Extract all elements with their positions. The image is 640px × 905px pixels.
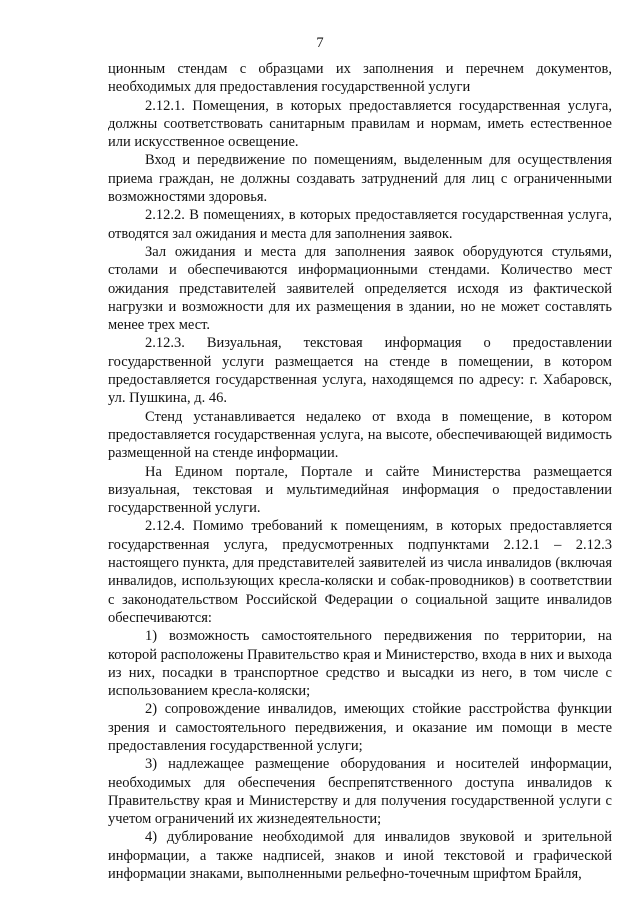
list-item-2: 2) сопровождение инвалидов, имеющих стойкие расстройства функции зрения и самостоятельного передвижения, и оказание им помощи в месте предоставления государственной услуги; (108, 701, 612, 754)
paragraph-2-12-2: 2.12.2. В помещениях, в которых предоставляется государственная услуга, отводятся зал ожидания и места для заполнения заявок. (108, 207, 612, 242)
page-number: 7 (316, 35, 324, 51)
list-item-4: 4) дублирование необходимой для инвалидов звуковой и зрительной информации, а также надписей, знаков и иной текстовой и графической информации знаками, выполненными рельефно-точечным шрифтом Брайля, (108, 829, 612, 883)
paragraph-2-12-3: 2.12.3. Визуальная, текстовая информация о предоставлении государственной услуги размещается на стенде в помещении, в котором предоставляется государственная услуга, находящемся по адресу: г. Хабаровск, ул. Пушкина, д. 46. (108, 335, 612, 407)
paragraph-2-12-4: 2.12.4. Помимо требований к помещениям, в которых предоставляется государственная услуга, предусмотренных подпунктами 2.12.1 – 2.12.3 настоящего пункта, для представителей заявителей из числа инвалидов (включая инвалидов, использующих кресла-коляски и собак-проводников) в соответствии с законодательством Российской Федерации о социальной защите инвалидов обеспечиваются: (108, 518, 612, 626)
document-body (108, 60, 612, 883)
list-item-3: 3) надлежащее размещение оборудования и носителей информации, необходимых для обеспечения беспрепятственного доступа инвалидов к Правительству края и Министерству и для получения государственной услуги с учетом ограничений их жизнедеятельности; (108, 756, 612, 828)
paragraph-entrance-movement: Вход и передвижение по помещениям, выделенным для осуществления приема граждан, не должны создавать затруднений для лиц с ограниченными возможностями здоровья. (108, 152, 612, 206)
list-item-1: 1) возможность самостоятельного передвижения по территории, на которой расположены Правительство края и Министерство, входа в них и выхода из них, посадки в транспортное средство и высадки из него, в том числе с использованием кресла-коляски; (108, 628, 612, 700)
paragraph-stand-installation: Стенд устанавливается недалеко от входа в помещение, в котором предоставляется государственная услуга, на высоте, обеспечивающей видимость размещенной на стенде информации. (108, 408, 612, 462)
paragraph-2-12-1: 2.12.1. Помещения, в которых предоставляется государственная услуга, должны соответствовать санитарным правилам и нормам, иметь естественное или искусственное освещение. (108, 97, 612, 151)
paragraph-portal-info: На Едином портале, Портале и сайте Министерства размещается визуальная, текстовая и мультимедийная информация о предоставлении государственной услуги. (108, 463, 612, 517)
paragraph-waiting-hall: Зал ожидания и места для заполнения заявок оборудуются стульями, столами и обеспечиваются информационными стендами. Количество мест ожидания представителей заявителей определяется исходя из фактической нагрузки и возможности для их размещения в здании, но не может составлять менее трех мест. (108, 243, 612, 334)
paragraph-continuation: ционным стендам с образцами их заполнения и перечнем документов, необходимых для предоставления государственной услуги (108, 61, 612, 96)
